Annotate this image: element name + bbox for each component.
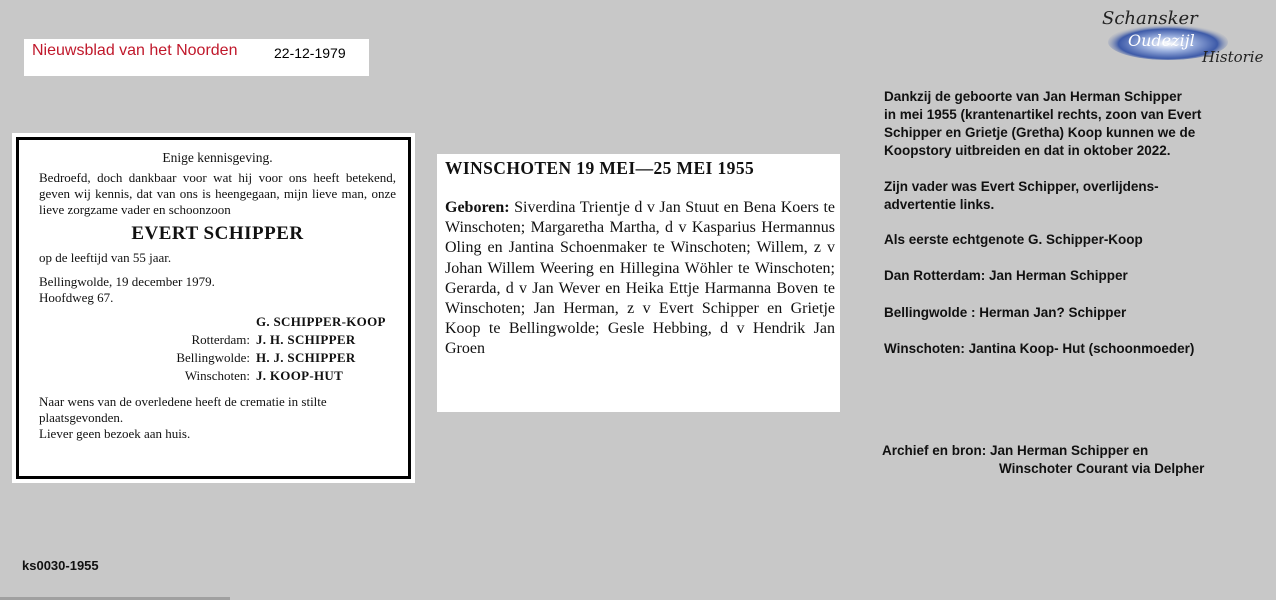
mourner-row bbox=[39, 332, 396, 348]
mourner-row bbox=[39, 350, 396, 366]
archive-code: ks0030-1955 bbox=[22, 558, 99, 573]
obituary-intro: Bedroefd, doch dankbaar voor wat hij voor ons heeft betekend, geven wij kennis, dat van ons is heengegaan, mijn lieve man, onze lieve zorgzame vader en schoonzoon bbox=[39, 170, 396, 217]
newspaper-label bbox=[24, 39, 369, 76]
obituary-heading: Enige kennisgeving. bbox=[162, 150, 273, 165]
note-paragraph: Winschoten: Jantina Koop- Hut (schoonmoeder) bbox=[884, 341, 1195, 356]
mourner-place bbox=[70, 314, 256, 330]
obituary-closing: Naar wens van de overledene heeft de crematie in stilte plaatsgevonden. bbox=[39, 394, 327, 425]
obituary-age: op de leeftijd van 55 jaar. bbox=[39, 250, 172, 265]
mourner-place: Winschoten: bbox=[184, 368, 250, 383]
mourner-place: Rotterdam: bbox=[191, 332, 250, 347]
note-paragraph: Bellingwolde : Herman Jan? Schipper bbox=[884, 305, 1127, 320]
mourner-name: H. J. SCHIPPER bbox=[256, 350, 356, 365]
note-paragraph: Dankzij de geboorte van Jan Herman Schipper in mei 1955 (krantenartikel rechts, zoon van Evert Schipper en Grietje (Gretha) Koop kunnen we de Koopstory uitbreiden en dat in oktober 2022. bbox=[884, 89, 1202, 158]
source-line-1: Archief en bron: Jan Herman Schipper en bbox=[882, 443, 1149, 458]
mourner-row bbox=[39, 314, 396, 330]
obituary-clipping bbox=[12, 133, 415, 483]
logo-line3: Historie bbox=[1202, 48, 1264, 66]
birth-announcement-clipping bbox=[437, 154, 840, 412]
note-paragraph: Dan Rotterdam: Jan Herman Schipper bbox=[884, 268, 1128, 283]
logo-graphic bbox=[1098, 4, 1270, 68]
mourners-list bbox=[39, 314, 396, 384]
mourner-name: J. H. SCHIPPER bbox=[256, 332, 356, 347]
obituary-closing-note: Liever geen bezoek aan huis. bbox=[39, 426, 191, 441]
deceased-name: EVERT SCHIPPER bbox=[131, 223, 304, 244]
newspaper-date: 22-12-1979 bbox=[274, 45, 346, 61]
clipping-label: Geboren: bbox=[445, 199, 510, 216]
mourner-row bbox=[39, 368, 396, 384]
mourner-name: J. KOOP-HUT bbox=[256, 368, 344, 383]
logo-line1: Schansker bbox=[1102, 8, 1198, 29]
note-paragraph: Als eerste echtgenote G. Schipper-Koop bbox=[884, 232, 1143, 247]
mourner-place: Bellingwolde: bbox=[176, 350, 250, 365]
newspaper-title: Nieuwsblad van het Noorden bbox=[32, 42, 238, 59]
obituary-frame bbox=[16, 137, 411, 479]
logo-line2: Oudezijl bbox=[1128, 31, 1195, 50]
schansker-logo bbox=[1098, 4, 1270, 68]
source-line-2: Winschoter Courant via Delpher bbox=[999, 461, 1205, 476]
mourner-name: G. SCHIPPER-KOOP bbox=[256, 314, 386, 329]
obituary-place-date: Bellingwolde, 19 december 1979. bbox=[39, 274, 215, 289]
obituary-address: Hoofdweg 67. bbox=[39, 290, 114, 305]
clipping-body bbox=[445, 198, 835, 360]
note-paragraph: Zijn vader was Evert Schipper, overlijdens- advertentie links. bbox=[884, 179, 1159, 212]
clipping-text: Siverdina Trientje d v Jan Stuut en Bena Koers te Winschoten; Margaretha Martha, d v Kasparius Hermannus Oling en Jantina Schoenmaker te Winschoten; Willem, z v Johan Willem Weering en Hillegina Wöhler te Winschoten; Gerarda, d v Jan Wever en Heika Ettje Harmanna Boven te Winschoten; Jan Herman, z v Evert Schipper en Grietje Koop te Bellingwolde; Gesle Hebbing, d v Hendrik Jan Groen bbox=[445, 199, 835, 358]
clipping-title: WINSCHOTEN 19 MEI—25 MEI 1955 bbox=[445, 158, 755, 178]
